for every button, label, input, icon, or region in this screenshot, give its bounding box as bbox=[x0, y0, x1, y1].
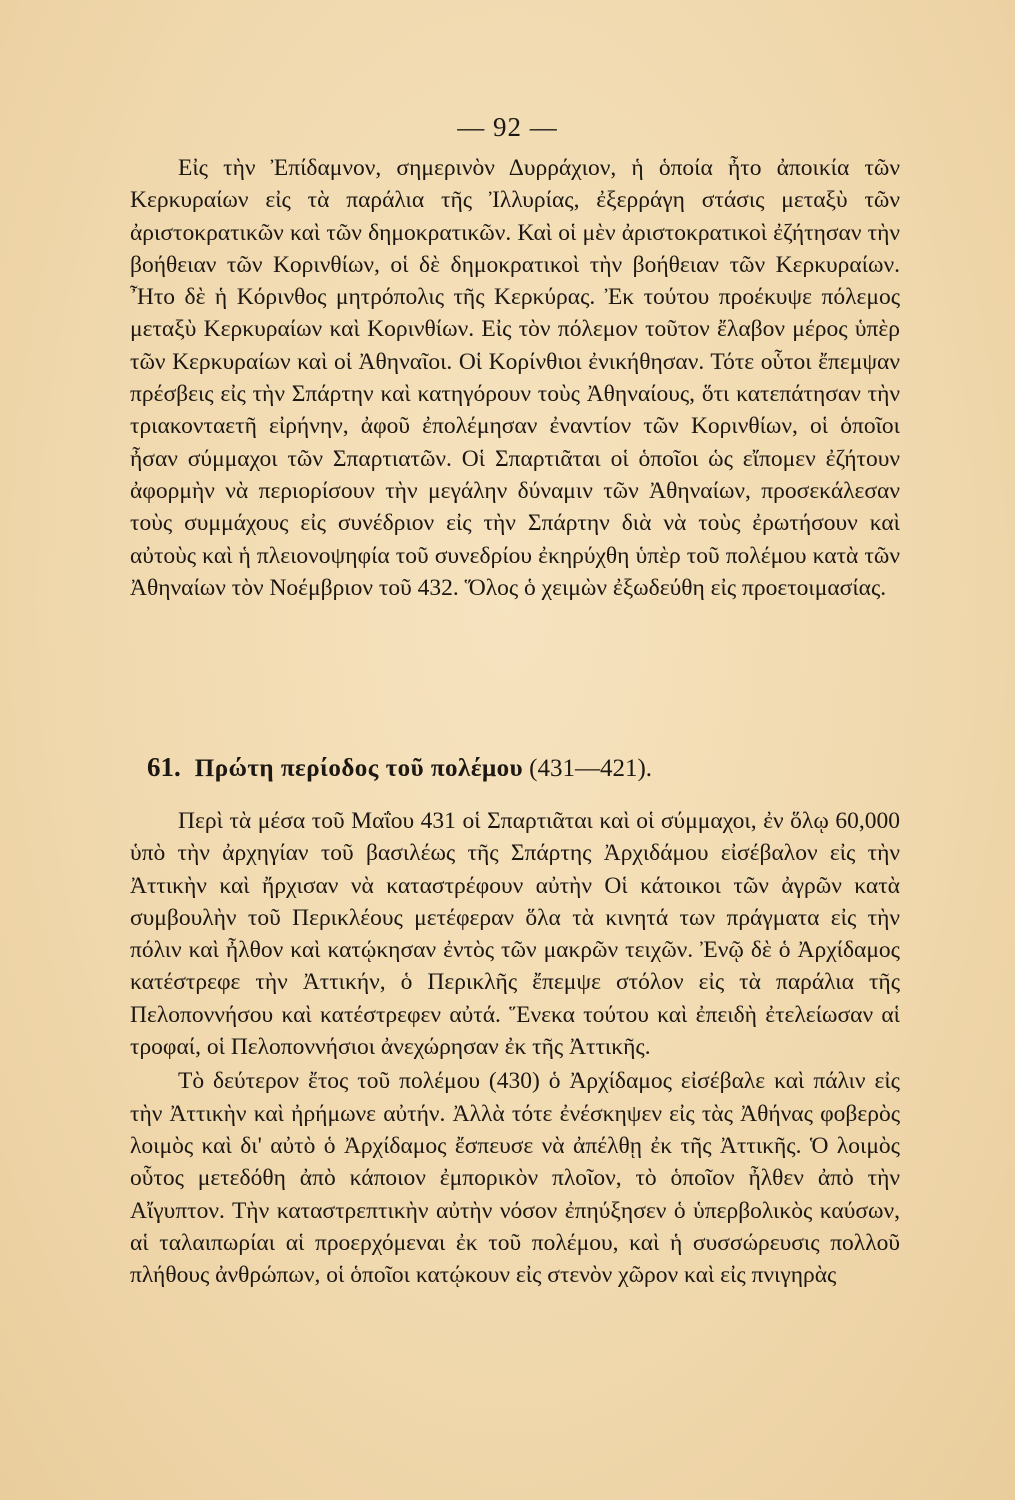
section-heading bbox=[147, 752, 907, 783]
paragraph-plague: Τὸ δεύτερον ἔτος τοῦ πολέμου (430) ὁ Ἀρχίδαμος εἰσέβαλε καὶ πάλιν εἰς τὴν Ἀττικὴν καὶ ἠρήμωνε αὐτήν. Ἀλλὰ τότε ἐνέσκηψεν εἰς τὰς Ἀθήνας φοβερὸς λοιμὸς καὶ δι' αὐτὸ ὁ Ἀρχίδαμος ἔσπευσε νὰ ἀπέλθῃ ἐκ τῆς Ἀττικῆς. Ὁ λοιμὸς οὗτος μετεδόθη ἀπὸ κάποιον ἐμπορικὸν πλοῖον, τὸ ὁποῖον ἦλθεν ἀπὸ τὴν Αἴγυπτον. Τὴν καταστρεπτικὴν αὐτὴν νόσον ἐπηύξησεν ὁ ὑπερβολικὸς καύσων, αἱ ταλαιπωρίαι αἱ προερχόμεναι ἐκ τοῦ πολέμου, καὶ ἡ συσσώρευσις πολλοῦ πλήθους ἀνθρώπων, οἱ ὁποῖοι κατῴκουν εἰς στενὸν χῶρον καὶ εἰς πνιγηρὰς bbox=[130, 1068, 900, 1289]
section-title: Πρώτη περίοδος τοῦ πολέμου bbox=[194, 755, 524, 782]
page-number: — 92 — bbox=[457, 112, 558, 142]
text-block-top bbox=[130, 152, 900, 604]
paragraph-epidamnos: Εἰς τὴν Ἐπίδαμνον, σημερινὸν Δυρράχιον, ἡ ὁποία ἦτο ἀποικία τῶν Κερκυραίων εἰς τὰ παράλια τῆς Ἰλλυρίας, ἐξερράγη στάσις μεταξὺ τῶν ἀριστοκρατικῶν καὶ τῶν δημοκρατικῶν. Καὶ οἱ μὲν ἀριστοκρατικοὶ ἐζήτησαν τὴν βοήθειαν τῶν Κορινθίων, οἱ δὲ δημοκρατικοὶ τὴν βοήθειαν τῶν Κερκυραίων. Ἦτο δὲ ἡ Κόρινθος μητρόπολις τῆς Κερκύρας. Ἐκ τούτου προέκυψε πόλεμος μεταξὺ Κερκυραίων καὶ Κορινθίων. Εἰς τὸν πόλεμον τοῦτον ἔλαβον μέρος ὑπὲρ τῶν Κερκυραίων καὶ οἱ Ἀθηναῖοι. Οἱ Κορίνθιοι ἐνικήθησαν. Τότε οὗτοι ἔπεμψαν πρέσβεις εἰς τὴν Σπάρτην καὶ κατηγόρουν τοὺς Ἀθηναίους, ὅτι κατεπάτησαν τὴν τριακονταετῆ εἰρήνην, ἀφοῦ ἐπολέμησαν ἐναντίον τῶν Κορινθίων, οἱ ὁποῖοι ἦσαν σύμμαχοι τῶν Σπαρτιατῶν. Οἱ Σπαρτιᾶται οἱ ὁποῖοι ὡς εἴπομεν ἐζήτουν ἀφορμὴν νὰ περιορίσουν τὴν μεγάλην δύναμιν τῶν Ἀθηναίων, προσεκάλεσαν τοὺς συμμάχους εἰς συνέδριον εἰς τὴν Σπάρτην διὰ νὰ τοὺς ἐρωτήσουν καὶ αὐτοὺς καὶ ἡ πλειονοψηφία τοῦ συνεδρίου ἐκηρύχθη ὑπὲρ τοῦ πολέμου κατὰ τῶν Ἀθηναίων τὸν Νοέμβριον τοῦ 432. Ὅλος ὁ χειμὼν ἐξωδεύθη εἰς προετοιμασίας. bbox=[130, 155, 900, 601]
section-number: 61. bbox=[147, 752, 181, 782]
section-years: (431—421). bbox=[529, 755, 653, 782]
paragraph-first-invasion: Περὶ τὰ μέσα τοῦ Μαΐου 431 οἱ Σπαρτιᾶται καὶ οἱ σύμμαχοι, ἐν ὅλῳ 60,000 ὑπὸ τὴν ἀρχηγίαν τοῦ βασιλέως τῆς Σπάρτης Ἀρχιδάμου εἰσέβαλον εἰς τὴν Ἀττικὴν καὶ ἤρχισαν νὰ καταστρέφουν αὐτὴν Οἱ κάτοικοι τῶν ἀγρῶν κατὰ συμβουλὴν τοῦ Περικλέους μετέφεραν ὅλα τὰ κινητά των πράγματα εἰς τὴν πόλιν καὶ ἦλθον καὶ κατῴκησαν ἐντὸς τῶν μακρῶν τειχῶν. Ἐνῷ δὲ ὁ Ἀρχίδαμος κατέστρεφε τὴν Ἀττικήν, ὁ Περικλῆς ἔπεμψε στόλον εἰς τὰ παράλια τῆς Πελοποννήσου καὶ κατέστρεφεν αὐτά. Ἕνεκα τούτου καὶ ἐπειδὴ ἐτελείωσαν αἱ τροφαί, οἱ Πελοποννήσιοι ἀνεχώρησαν ἐκ τῆς Ἀττικῆς. bbox=[130, 808, 900, 1061]
text-block-bottom bbox=[130, 805, 900, 1291]
